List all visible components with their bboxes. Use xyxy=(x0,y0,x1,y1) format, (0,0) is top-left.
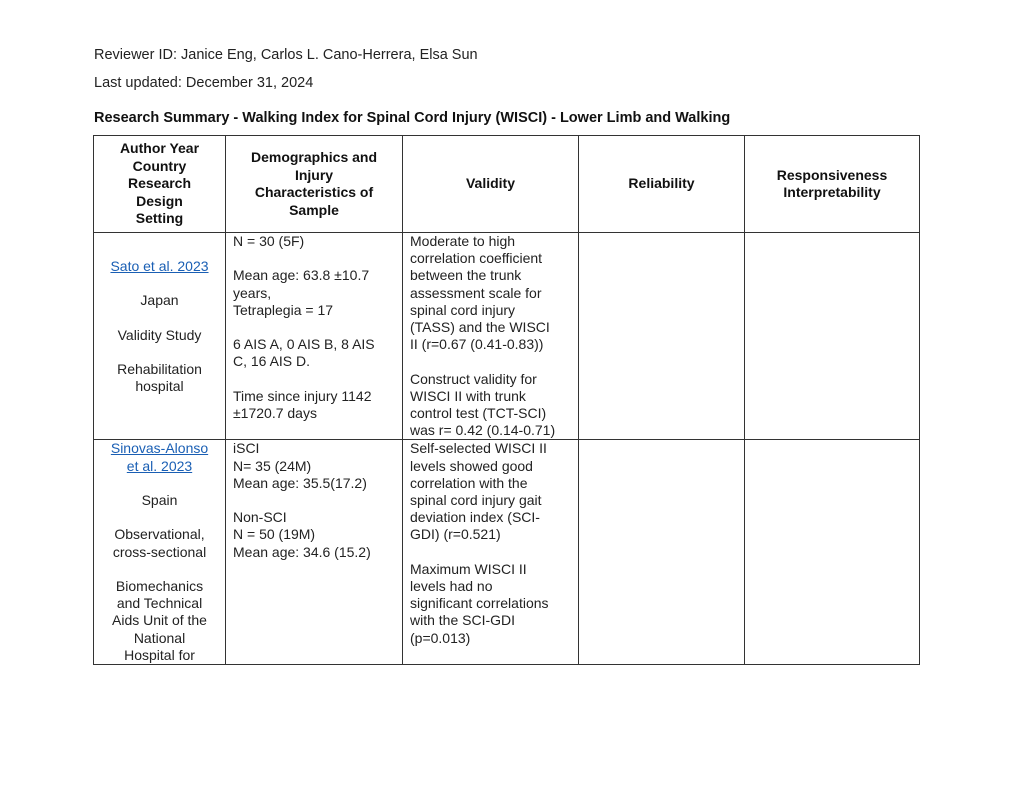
demographic-line: N = 50 (19M) xyxy=(233,526,316,543)
demographic-line: years, xyxy=(233,284,272,301)
validity-line: (TASS) and the WISCI xyxy=(410,319,550,336)
study-setting: hospital xyxy=(135,378,184,395)
validity-line: Maximum WISCI II xyxy=(410,560,527,577)
demographic-line: Time since injury 1142 xyxy=(233,387,372,404)
validity-cell xyxy=(403,440,579,665)
header-demographics-line: Sample xyxy=(289,201,339,218)
table-row xyxy=(94,233,920,440)
validity-line: spinal cord injury xyxy=(410,301,516,318)
demographic-line: Mean age: 35.5(17.2) xyxy=(233,474,367,491)
study-design: Validity Study xyxy=(117,326,202,343)
validity-line: correlation coefficient xyxy=(410,250,543,267)
last-updated: Last updated: December 31, 2024 xyxy=(94,75,314,91)
validity-line: correlation with the xyxy=(410,474,528,491)
demographic-line: ±1720.7 days xyxy=(233,404,317,421)
validity-line: Moderate to high xyxy=(410,233,516,249)
header-row xyxy=(94,136,920,233)
header-demographics-line: Characteristics of xyxy=(254,184,374,200)
responsiveness-cell xyxy=(745,440,920,665)
header-demographics-line: Injury xyxy=(294,166,334,183)
header-author-line: Design xyxy=(136,192,183,209)
validity-line: levels had no xyxy=(410,578,493,595)
validity-line: levels showed good xyxy=(410,457,533,474)
validity-line: significant correlations xyxy=(410,595,549,612)
study-setting: Rehabilitation xyxy=(117,361,202,378)
validity-line: spinal cord injury gait xyxy=(410,492,542,509)
study-setting: Biomechanics xyxy=(115,578,204,594)
demographic-line: N= 35 (24M) xyxy=(233,457,312,474)
validity-cell xyxy=(403,233,579,440)
demographic-line: iSCI xyxy=(233,440,260,457)
document-title: Research Summary - Walking Index for Spinal Cord Injury (WISCI) - Lower Limb and Walking xyxy=(94,110,731,126)
study-link-sato[interactable]: Sato et al. 2023 xyxy=(110,258,209,274)
study-setting: National xyxy=(133,629,186,646)
validity-line: GDI) (r=0.521) xyxy=(410,526,501,543)
validity-line: control test (TCT-SCI) xyxy=(410,405,547,422)
study-country: Japan xyxy=(140,292,179,309)
header-author-line: Author Year xyxy=(119,140,200,157)
author-cell xyxy=(94,440,226,665)
header-author-line: Research xyxy=(127,175,192,192)
demographic-line: Non-SCI xyxy=(233,509,287,526)
validity-line: Construct validity for xyxy=(410,370,537,387)
header-responsiveness xyxy=(745,136,920,233)
demographic-line: C, 16 AIS D. xyxy=(233,353,311,370)
study-link-sinovas-alonso[interactable]: Sinovas-Alonso xyxy=(110,440,209,457)
demographic-line: 6 AIS A, 0 AIS B, 8 AIS xyxy=(233,336,375,353)
table-row xyxy=(94,440,920,665)
validity-line: was r= 0.42 (0.14-0.71) xyxy=(410,422,556,439)
validity-line: Self-selected WISCI II xyxy=(410,440,547,457)
demographic-line: Tetraplegia = 17 xyxy=(233,301,334,318)
header-author xyxy=(94,136,226,233)
demographics-cell xyxy=(226,233,403,440)
reliability-cell xyxy=(579,440,745,665)
study-design: cross-sectional xyxy=(112,543,207,560)
study-link-sinovas-alonso[interactable]: et al. 2023 xyxy=(126,457,193,474)
study-country: Spain xyxy=(141,492,178,509)
validity-line: II (r=0.67 (0.41-0.83)) xyxy=(410,336,544,353)
header-validity: Validity xyxy=(403,136,579,233)
header-responsiveness-line: Responsiveness xyxy=(776,166,888,183)
demographic-line: Mean age: 34.6 (15.2) xyxy=(233,543,371,560)
validity-line: between the trunk xyxy=(410,267,522,284)
study-setting: Hospital for xyxy=(124,646,195,663)
author-cell xyxy=(94,233,226,440)
header-demographics-line: Demographics and xyxy=(250,149,378,165)
reliability-cell xyxy=(579,233,745,440)
responsiveness-cell xyxy=(745,233,920,440)
header-author-line: Country xyxy=(132,157,187,174)
header-author-line: Setting xyxy=(135,210,184,227)
study-setting: and Technical xyxy=(116,595,203,612)
study-design: Observational, xyxy=(114,526,205,543)
validity-line: deviation index (SCI- xyxy=(410,509,540,526)
validity-line: assessment scale for xyxy=(410,284,542,301)
header-reliability: Reliability xyxy=(579,136,745,233)
validity-line: (p=0.013) xyxy=(410,629,471,646)
sample-size: N = 30 (5F) xyxy=(233,233,305,249)
demographic-line: Mean age: 63.8 ±10.7 xyxy=(233,267,370,284)
reviewer-id: Reviewer ID: Janice Eng, Carlos L. Cano-Herrera, Elsa Sun xyxy=(94,47,478,63)
demographics-cell xyxy=(226,440,403,665)
validity-line: with the SCI-GDI xyxy=(410,612,516,629)
header-demographics xyxy=(226,136,403,233)
header-responsiveness-line: Interpretability xyxy=(783,184,881,200)
validity-line: WISCI II with trunk xyxy=(410,387,526,404)
study-setting: Aids Unit of the xyxy=(112,612,207,629)
research-summary-table xyxy=(93,135,920,665)
